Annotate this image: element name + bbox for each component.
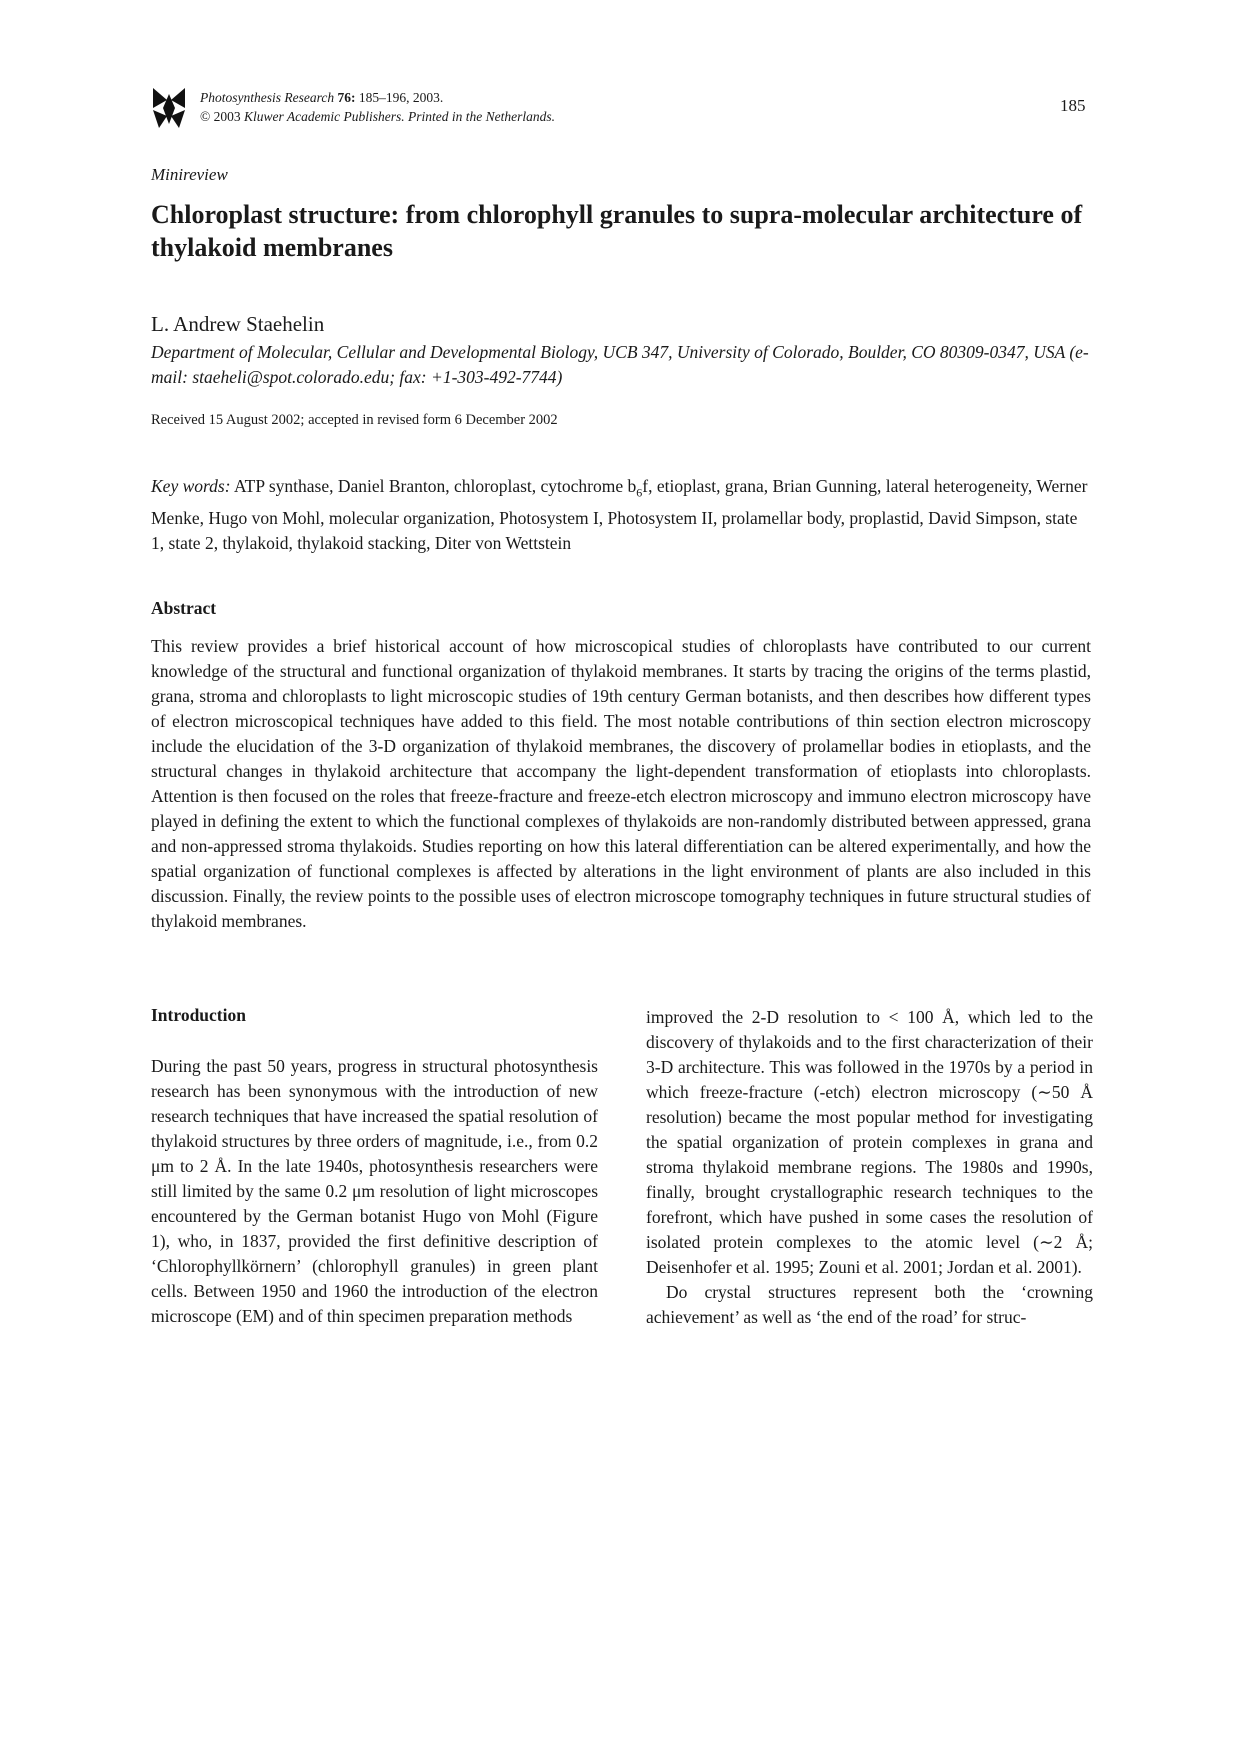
- introduction-paragraph-1-continued: improved the 2-D resolution to < 100 Å, which led to the discovery of thylakoids and to the first characterization of their 3-D architecture. This was followed in the 1970s by a period in which freeze-fracture (-etch) electron microscopy (∼50 Å resolution) became the most popular method for investigating the spatial organization of protein complexes in grana and stroma thylakoid membrane regions. The 1980s and 1990s, finally, brought crystallographic research techniques to the forefront, which have pushed in some cases the resolution of isolated protein complexes to the atomic level (∼2 Å; Deisenhofer et al. 1995; Zouni et al. 2001; Jordan et al. 2001).: [646, 1007, 1093, 1277]
- journal-volume: 76:: [337, 90, 356, 105]
- article-title: Chloroplast structure: from chlorophyll granules to supra-molecular architecture of thylakoid membranes: [151, 200, 1083, 262]
- author-name: L. Andrew Staehelin: [151, 312, 325, 336]
- introduction-left-column: [151, 1054, 598, 1329]
- keywords-text-2: f, etioplast, grana, Brian Gunning, lateral heterogeneity, Werner Menke, Hugo von Mohl, molecular organization, Photosystem I, Photosystem II, prolamellar body, proplastid, David Simpson, state 1, state 2, thylakoid, thylakoid stacking, Diter von Wettstein: [151, 476, 1088, 553]
- keywords-label: Key words:: [151, 476, 231, 496]
- introduction-heading: Introduction: [151, 1005, 246, 1025]
- keywords: [151, 474, 1091, 556]
- author-affiliation: Department of Molecular, Cellular and Developmental Biology, UCB 347, University of Colorado, Boulder, CO 80309-0347, USA (e-mail: staeheli@spot.colorado.edu; fax: +1-303-492-7744): [151, 342, 1089, 387]
- publisher-logo-icon: [151, 86, 187, 130]
- section-type: Minireview: [151, 165, 228, 184]
- keywords-subscript: 6: [636, 485, 643, 500]
- introduction-paragraph-2: Do crystal structures represent both the ‘crowning achievement’ as well as ‘the end of the road’ for struc-: [646, 1282, 1093, 1327]
- abstract-text: This review provides a brief historical account of how microscopical studies of chloroplasts have contributed to our current knowledge of the structural and functional organization of thylakoid membranes. It starts by tracing the origins of the terms plastid, grana, stroma and chloroplasts to light microscopic studies of 19th century German botanists, and then describes how different types of electron microscopical techniques have added to this field. The most notable contributions of thin section electron microscopy include the elucidation of the 3-D organization of thylakoid membranes, the discovery of prolamellar bodies in etioplasts, and the structural changes in thylakoid architecture that accompany the light-dependent transformation of etioplasts into chloroplasts. Attention is then focused on the roles that freeze-fracture and freeze-etch electron microscopy and immuno electron microscopy have played in defining the extent to which the functional complexes of thylakoids are non-randomly distributed between appressed, grana and non-appressed stroma thylakoids. Studies reporting on how this lateral differentiation can be altered experimentally, and how the spatial organization of functional complexes is affected by alterations in the light environment of plants are also included in this discussion. Finally, the review points to the possible uses of electron microscope tomography techniques in future structural studies of thylakoid membranes.: [151, 636, 1091, 931]
- journal-citation: [200, 88, 555, 126]
- introduction-paragraph-1: During the past 50 years, progress in structural photosynthesis research has been synonymous with the introduction of new research techniques that have increased the spatial resolution of thylakoid structures by three orders of magnitude, i.e., from 0.2 μm to 2 Å. In the late 1940s, photosynthesis researchers were still limited by the same 0.2 μm resolution of light microscopes encountered by the German botanist Hugo von Mohl (Figure 1), who, in 1837, provided the first definitive description of ‘Chlorophyllkörnern’ (chlorophyll granules) in green plant cells. Between 1950 and 1960 the introduction of the electron microscope (EM) and of thin specimen preparation methods: [151, 1056, 598, 1326]
- received-dates: Received 15 August 2002; accepted in revised form 6 December 2002: [151, 412, 558, 428]
- introduction-right-column: [646, 1005, 1093, 1330]
- keywords-text-1: ATP synthase, Daniel Branton, chloroplast, cytochrome b: [233, 476, 637, 496]
- journal-pages-year: 185–196, 2003.: [358, 90, 444, 105]
- publisher-line: Kluwer Academic Publishers. Printed in the Netherlands.: [244, 109, 555, 124]
- copyright-prefix: © 2003: [200, 109, 241, 124]
- journal-name: Photosynthesis Research: [200, 90, 335, 105]
- abstract-heading: Abstract: [151, 598, 217, 618]
- page-number: 185: [1060, 96, 1086, 115]
